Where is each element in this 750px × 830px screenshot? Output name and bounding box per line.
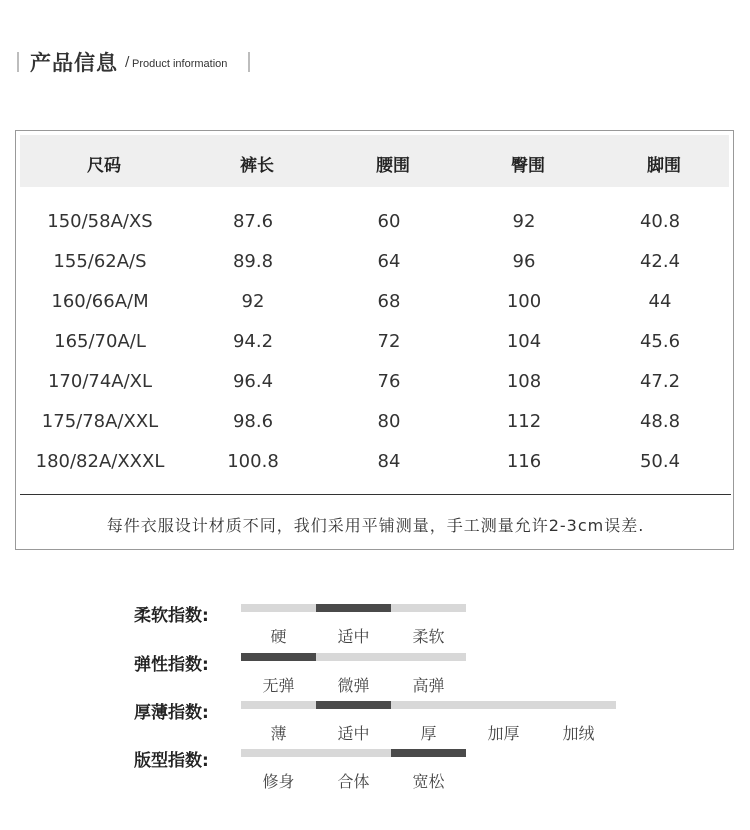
cell-hem: 48.8	[639, 411, 681, 432]
scale-option-label: 加绒	[562, 724, 595, 743]
cell-hip: 112	[506, 411, 542, 432]
cell-length: 98.6	[232, 411, 274, 432]
elasticity-index	[0, 650, 750, 700]
cell-hip: 96	[512, 251, 536, 272]
cell-hip: 108	[506, 371, 542, 392]
scale-option-label: 合体	[337, 772, 370, 791]
cell-size: 175/78A/XXL	[41, 411, 159, 432]
cell-length: 100.8	[227, 451, 279, 472]
elasticity-index-label: 弹性指数:	[134, 655, 209, 675]
scale-segment-selected	[316, 604, 391, 612]
column-header-length: 裤长	[240, 156, 274, 176]
cell-length: 89.8	[232, 251, 274, 272]
scale-segment	[316, 653, 391, 661]
table-row	[16, 251, 735, 291]
cell-hem: 47.2	[639, 371, 681, 392]
column-header-hip: 臀围	[511, 156, 545, 176]
scale-option-label: 薄	[270, 724, 287, 743]
size-table	[15, 130, 734, 550]
table-row	[16, 411, 735, 451]
cell-waist: 68	[377, 291, 401, 312]
scale-segment	[391, 653, 466, 661]
cell-size: 170/74A/XL	[47, 371, 153, 392]
cell-length: 96.4	[232, 371, 274, 392]
table-row	[16, 371, 735, 411]
scale-segment	[241, 749, 316, 757]
scale-option-label: 无弹	[262, 676, 295, 695]
scale-option-label: 修身	[262, 772, 295, 791]
cell-length: 92	[241, 291, 265, 312]
thickness-index	[0, 698, 750, 748]
cell-hip: 100	[506, 291, 542, 312]
cell-length: 94.2	[232, 331, 274, 352]
scale-segment	[391, 604, 466, 612]
scale-option-label: 硬	[270, 627, 287, 646]
scale-segment	[466, 701, 541, 709]
table-divider	[20, 494, 731, 495]
table-row	[16, 211, 735, 251]
cell-waist: 84	[377, 451, 401, 472]
cell-hip: 104	[506, 331, 542, 352]
section-title: 产品信息	[30, 51, 118, 75]
cell-size: 180/82A/XXXL	[35, 451, 165, 472]
cell-hem: 40.8	[639, 211, 681, 232]
cell-hem: 45.6	[639, 331, 681, 352]
cell-size: 155/62A/S	[53, 251, 147, 272]
header-divider-left	[17, 52, 19, 72]
cell-waist: 76	[377, 371, 401, 392]
softness-index-label: 柔软指数:	[134, 606, 209, 626]
table-row	[16, 451, 735, 491]
scale-segment-selected	[241, 653, 316, 661]
scale-segment	[241, 604, 316, 612]
scale-option-label: 厚	[420, 724, 437, 743]
scale-segment	[316, 749, 391, 757]
cell-hem: 42.4	[639, 251, 681, 272]
table-row	[16, 291, 735, 331]
size-table-header	[20, 135, 729, 187]
cell-waist: 60	[377, 211, 401, 232]
scale-option-label: 微弹	[337, 676, 370, 695]
cell-size: 165/70A/L	[54, 331, 146, 352]
header-divider-right	[248, 52, 250, 72]
scale-option-label: 加厚	[487, 724, 520, 743]
column-header-size: 尺码	[87, 156, 121, 176]
thickness-index-label: 厚薄指数:	[134, 703, 209, 723]
scale-segment-selected	[391, 749, 466, 757]
section-subtitle: Product information	[132, 58, 228, 70]
scale-segment-selected	[316, 701, 391, 709]
table-row	[16, 331, 735, 371]
cell-size: 160/66A/M	[51, 291, 149, 312]
section-header	[0, 0, 750, 90]
cell-waist: 72	[377, 331, 401, 352]
scale-option-label: 柔软	[412, 627, 445, 646]
cell-hip: 116	[506, 451, 542, 472]
scale-option-label: 适中	[337, 627, 370, 646]
cell-length: 87.6	[232, 211, 274, 232]
column-header-hem: 脚围	[647, 156, 681, 176]
cell-waist: 80	[377, 411, 401, 432]
scale-option-label: 适中	[337, 724, 370, 743]
measurement-note: 每件衣服设计材质不同，我们采用平铺测量，手工测量允许2-3cm误差.	[106, 516, 645, 535]
scale-option-label: 高弹	[412, 676, 445, 695]
scale-segment	[241, 701, 316, 709]
cell-hem: 44	[648, 291, 672, 312]
scale-segment	[541, 701, 616, 709]
cell-hem: 50.4	[639, 451, 681, 472]
fit-index	[0, 746, 750, 796]
column-header-waist: 腰围	[376, 156, 410, 176]
title-slash: /	[125, 55, 130, 70]
softness-index	[0, 601, 750, 651]
cell-hip: 92	[512, 211, 536, 232]
cell-waist: 64	[377, 251, 401, 272]
scale-segment	[391, 701, 466, 709]
cell-size: 150/58A/XS	[47, 211, 153, 232]
scale-option-label: 宽松	[412, 772, 445, 791]
fit-index-label: 版型指数:	[134, 751, 209, 771]
